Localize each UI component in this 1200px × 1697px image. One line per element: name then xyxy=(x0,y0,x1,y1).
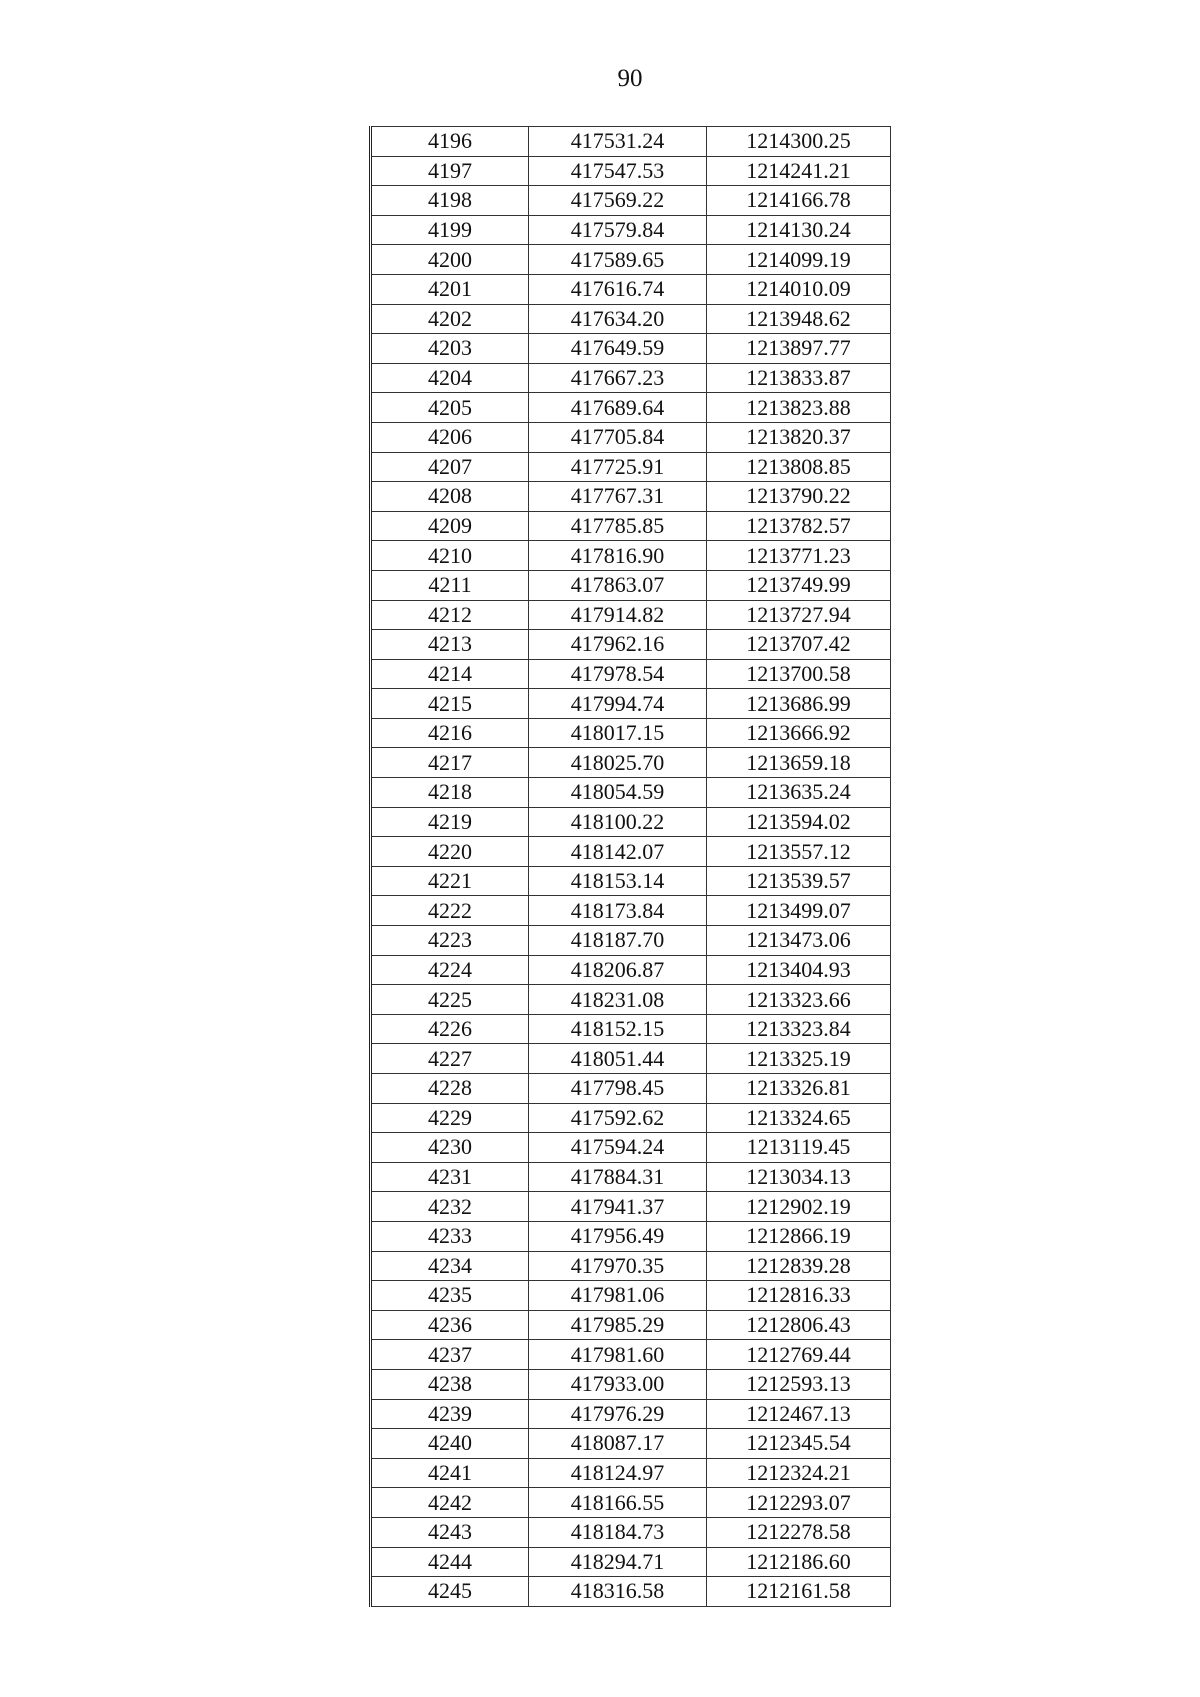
table-row xyxy=(371,1369,891,1399)
x-coordinate-cell: 418294.71 xyxy=(529,1547,707,1577)
y-coordinate-cell: 1212806.43 xyxy=(707,1310,891,1340)
table-row xyxy=(371,1429,891,1459)
x-coordinate-cell: 417994.74 xyxy=(529,689,707,719)
y-coordinate-cell: 1212161.58 xyxy=(707,1577,891,1607)
x-coordinate-cell: 417981.60 xyxy=(529,1340,707,1370)
y-coordinate-cell: 1213325.19 xyxy=(707,1044,891,1074)
y-coordinate-cell: 1213594.02 xyxy=(707,807,891,837)
table-row xyxy=(371,600,891,630)
table-row xyxy=(371,304,891,334)
point-number-cell: 4236 xyxy=(371,1310,529,1340)
y-coordinate-cell: 1212186.60 xyxy=(707,1547,891,1577)
point-number-cell: 4228 xyxy=(371,1074,529,1104)
x-coordinate-cell: 417667.23 xyxy=(529,363,707,393)
table-row xyxy=(371,748,891,778)
table-row xyxy=(371,1458,891,1488)
table-row xyxy=(371,127,891,157)
y-coordinate-cell: 1214166.78 xyxy=(707,186,891,216)
x-coordinate-cell: 418231.08 xyxy=(529,985,707,1015)
point-number-cell: 4238 xyxy=(371,1369,529,1399)
point-number-cell: 4199 xyxy=(371,215,529,245)
coordinates-table xyxy=(369,126,891,1607)
point-number-cell: 4220 xyxy=(371,837,529,867)
y-coordinate-cell: 1212866.19 xyxy=(707,1221,891,1251)
point-number-cell: 4237 xyxy=(371,1340,529,1370)
x-coordinate-cell: 418100.22 xyxy=(529,807,707,837)
table-row xyxy=(371,896,891,926)
point-number-cell: 4221 xyxy=(371,866,529,896)
y-coordinate-cell: 1213790.22 xyxy=(707,482,891,512)
table-row xyxy=(371,1281,891,1311)
point-number-cell: 4245 xyxy=(371,1577,529,1607)
y-coordinate-cell: 1213808.85 xyxy=(707,452,891,482)
x-coordinate-cell: 418316.58 xyxy=(529,1577,707,1607)
point-number-cell: 4207 xyxy=(371,452,529,482)
x-coordinate-cell: 418087.17 xyxy=(529,1429,707,1459)
x-coordinate-cell: 417616.74 xyxy=(529,274,707,304)
table-row xyxy=(371,1162,891,1192)
y-coordinate-cell: 1213727.94 xyxy=(707,600,891,630)
y-coordinate-cell: 1213749.99 xyxy=(707,570,891,600)
y-coordinate-cell: 1214099.19 xyxy=(707,245,891,275)
table-row xyxy=(371,511,891,541)
point-number-cell: 4227 xyxy=(371,1044,529,1074)
table-row xyxy=(371,1340,891,1370)
point-number-cell: 4210 xyxy=(371,541,529,571)
y-coordinate-cell: 1213666.92 xyxy=(707,718,891,748)
point-number-cell: 4214 xyxy=(371,659,529,689)
y-coordinate-cell: 1213686.99 xyxy=(707,689,891,719)
table-row xyxy=(371,1014,891,1044)
point-number-cell: 4213 xyxy=(371,630,529,660)
x-coordinate-cell: 417933.00 xyxy=(529,1369,707,1399)
table-row xyxy=(371,1192,891,1222)
y-coordinate-cell: 1212902.19 xyxy=(707,1192,891,1222)
table-row xyxy=(371,452,891,482)
table-row xyxy=(371,689,891,719)
y-coordinate-cell: 1213324.65 xyxy=(707,1103,891,1133)
table-row xyxy=(371,778,891,808)
y-coordinate-cell: 1213473.06 xyxy=(707,926,891,956)
x-coordinate-cell: 418017.15 xyxy=(529,718,707,748)
x-coordinate-cell: 417649.59 xyxy=(529,334,707,364)
point-number-cell: 4209 xyxy=(371,511,529,541)
point-number-cell: 4201 xyxy=(371,274,529,304)
y-coordinate-cell: 1213404.93 xyxy=(707,955,891,985)
y-coordinate-cell: 1214241.21 xyxy=(707,156,891,186)
table-row xyxy=(371,718,891,748)
point-number-cell: 4244 xyxy=(371,1547,529,1577)
y-coordinate-cell: 1213499.07 xyxy=(707,896,891,926)
table-row xyxy=(371,1221,891,1251)
point-number-cell: 4235 xyxy=(371,1281,529,1311)
y-coordinate-cell: 1213323.66 xyxy=(707,985,891,1015)
table-row xyxy=(371,1517,891,1547)
y-coordinate-cell: 1213823.88 xyxy=(707,393,891,423)
point-number-cell: 4233 xyxy=(371,1221,529,1251)
point-number-cell: 4208 xyxy=(371,482,529,512)
y-coordinate-cell: 1213700.58 xyxy=(707,659,891,689)
point-number-cell: 4205 xyxy=(371,393,529,423)
x-coordinate-cell: 417884.31 xyxy=(529,1162,707,1192)
table-row xyxy=(371,363,891,393)
x-coordinate-cell: 417956.49 xyxy=(529,1221,707,1251)
x-coordinate-cell: 417985.29 xyxy=(529,1310,707,1340)
table-row xyxy=(371,985,891,1015)
table-row xyxy=(371,570,891,600)
x-coordinate-cell: 417981.06 xyxy=(529,1281,707,1311)
table-row xyxy=(371,245,891,275)
point-number-cell: 4203 xyxy=(371,334,529,364)
point-number-cell: 4222 xyxy=(371,896,529,926)
x-coordinate-cell: 417531.24 xyxy=(529,127,707,157)
y-coordinate-cell: 1212293.07 xyxy=(707,1488,891,1518)
table-row xyxy=(371,186,891,216)
y-coordinate-cell: 1212324.21 xyxy=(707,1458,891,1488)
table-row xyxy=(371,422,891,452)
x-coordinate-cell: 417594.24 xyxy=(529,1133,707,1163)
y-coordinate-cell: 1212345.54 xyxy=(707,1429,891,1459)
table-row xyxy=(371,807,891,837)
x-coordinate-cell: 417970.35 xyxy=(529,1251,707,1281)
table-row xyxy=(371,1251,891,1281)
x-coordinate-cell: 417785.85 xyxy=(529,511,707,541)
table-row xyxy=(371,837,891,867)
point-number-cell: 4196 xyxy=(371,127,529,157)
point-number-cell: 4225 xyxy=(371,985,529,1015)
point-number-cell: 4198 xyxy=(371,186,529,216)
point-number-cell: 4230 xyxy=(371,1133,529,1163)
point-number-cell: 4241 xyxy=(371,1458,529,1488)
x-coordinate-cell: 417976.29 xyxy=(529,1399,707,1429)
table-row xyxy=(371,1044,891,1074)
point-number-cell: 4239 xyxy=(371,1399,529,1429)
table-row xyxy=(371,274,891,304)
x-coordinate-cell: 417978.54 xyxy=(529,659,707,689)
x-coordinate-cell: 417634.20 xyxy=(529,304,707,334)
y-coordinate-cell: 1212769.44 xyxy=(707,1340,891,1370)
table-row xyxy=(371,955,891,985)
y-coordinate-cell: 1214300.25 xyxy=(707,127,891,157)
y-coordinate-cell: 1212839.28 xyxy=(707,1251,891,1281)
x-coordinate-cell: 418184.73 xyxy=(529,1517,707,1547)
point-number-cell: 4202 xyxy=(371,304,529,334)
table-row xyxy=(371,482,891,512)
point-number-cell: 4197 xyxy=(371,156,529,186)
x-coordinate-cell: 417725.91 xyxy=(529,452,707,482)
y-coordinate-cell: 1213557.12 xyxy=(707,837,891,867)
table-row xyxy=(371,1547,891,1577)
point-number-cell: 4223 xyxy=(371,926,529,956)
y-coordinate-cell: 1213119.45 xyxy=(707,1133,891,1163)
table-row xyxy=(371,926,891,956)
table-row xyxy=(371,1577,891,1607)
x-coordinate-cell: 418051.44 xyxy=(529,1044,707,1074)
point-number-cell: 4206 xyxy=(371,422,529,452)
table-row xyxy=(371,1133,891,1163)
x-coordinate-cell: 417914.82 xyxy=(529,600,707,630)
point-number-cell: 4219 xyxy=(371,807,529,837)
point-number-cell: 4216 xyxy=(371,718,529,748)
point-number-cell: 4229 xyxy=(371,1103,529,1133)
y-coordinate-cell: 1213948.62 xyxy=(707,304,891,334)
x-coordinate-cell: 418153.14 xyxy=(529,866,707,896)
y-coordinate-cell: 1212278.58 xyxy=(707,1517,891,1547)
x-coordinate-cell: 417592.62 xyxy=(529,1103,707,1133)
y-coordinate-cell: 1213635.24 xyxy=(707,778,891,808)
point-number-cell: 4243 xyxy=(371,1517,529,1547)
x-coordinate-cell: 418206.87 xyxy=(529,955,707,985)
table-row xyxy=(371,541,891,571)
table-row xyxy=(371,1310,891,1340)
x-coordinate-cell: 418142.07 xyxy=(529,837,707,867)
table-row xyxy=(371,334,891,364)
y-coordinate-cell: 1213707.42 xyxy=(707,630,891,660)
y-coordinate-cell: 1213659.18 xyxy=(707,748,891,778)
point-number-cell: 4232 xyxy=(371,1192,529,1222)
point-number-cell: 4234 xyxy=(371,1251,529,1281)
y-coordinate-cell: 1213833.87 xyxy=(707,363,891,393)
coordinates-table-container xyxy=(369,126,889,1607)
point-number-cell: 4215 xyxy=(371,689,529,719)
x-coordinate-cell: 417863.07 xyxy=(529,570,707,600)
page-number: 90 xyxy=(617,65,643,92)
point-number-cell: 4200 xyxy=(371,245,529,275)
point-number-cell: 4218 xyxy=(371,778,529,808)
coordinates-table-body xyxy=(371,127,891,1607)
x-coordinate-cell: 417767.31 xyxy=(529,482,707,512)
table-row xyxy=(371,630,891,660)
y-coordinate-cell: 1212467.13 xyxy=(707,1399,891,1429)
y-coordinate-cell: 1213323.84 xyxy=(707,1014,891,1044)
y-coordinate-cell: 1213897.77 xyxy=(707,334,891,364)
x-coordinate-cell: 418166.55 xyxy=(529,1488,707,1518)
point-number-cell: 4204 xyxy=(371,363,529,393)
point-number-cell: 4224 xyxy=(371,955,529,985)
table-row xyxy=(371,393,891,423)
x-coordinate-cell: 417589.65 xyxy=(529,245,707,275)
point-number-cell: 4217 xyxy=(371,748,529,778)
y-coordinate-cell: 1214010.09 xyxy=(707,274,891,304)
x-coordinate-cell: 418054.59 xyxy=(529,778,707,808)
x-coordinate-cell: 417689.64 xyxy=(529,393,707,423)
x-coordinate-cell: 418025.70 xyxy=(529,748,707,778)
point-number-cell: 4211 xyxy=(371,570,529,600)
x-coordinate-cell: 418152.15 xyxy=(529,1014,707,1044)
table-row xyxy=(371,1103,891,1133)
point-number-cell: 4240 xyxy=(371,1429,529,1459)
y-coordinate-cell: 1213820.37 xyxy=(707,422,891,452)
x-coordinate-cell: 417547.53 xyxy=(529,156,707,186)
y-coordinate-cell: 1213771.23 xyxy=(707,541,891,571)
x-coordinate-cell: 418173.84 xyxy=(529,896,707,926)
x-coordinate-cell: 417798.45 xyxy=(529,1074,707,1104)
x-coordinate-cell: 418187.70 xyxy=(529,926,707,956)
table-row xyxy=(371,866,891,896)
point-number-cell: 4242 xyxy=(371,1488,529,1518)
y-coordinate-cell: 1214130.24 xyxy=(707,215,891,245)
table-row xyxy=(371,156,891,186)
table-row xyxy=(371,1488,891,1518)
point-number-cell: 4212 xyxy=(371,600,529,630)
x-coordinate-cell: 417579.84 xyxy=(529,215,707,245)
x-coordinate-cell: 417569.22 xyxy=(529,186,707,216)
point-number-cell: 4226 xyxy=(371,1014,529,1044)
table-row xyxy=(371,1074,891,1104)
x-coordinate-cell: 417816.90 xyxy=(529,541,707,571)
y-coordinate-cell: 1213782.57 xyxy=(707,511,891,541)
point-number-cell: 4231 xyxy=(371,1162,529,1192)
y-coordinate-cell: 1212593.13 xyxy=(707,1369,891,1399)
x-coordinate-cell: 417705.84 xyxy=(529,422,707,452)
x-coordinate-cell: 417962.16 xyxy=(529,630,707,660)
y-coordinate-cell: 1213326.81 xyxy=(707,1074,891,1104)
table-row xyxy=(371,215,891,245)
y-coordinate-cell: 1213539.57 xyxy=(707,866,891,896)
y-coordinate-cell: 1212816.33 xyxy=(707,1281,891,1311)
table-row xyxy=(371,1399,891,1429)
x-coordinate-cell: 417941.37 xyxy=(529,1192,707,1222)
y-coordinate-cell: 1213034.13 xyxy=(707,1162,891,1192)
table-row xyxy=(371,659,891,689)
x-coordinate-cell: 418124.97 xyxy=(529,1458,707,1488)
